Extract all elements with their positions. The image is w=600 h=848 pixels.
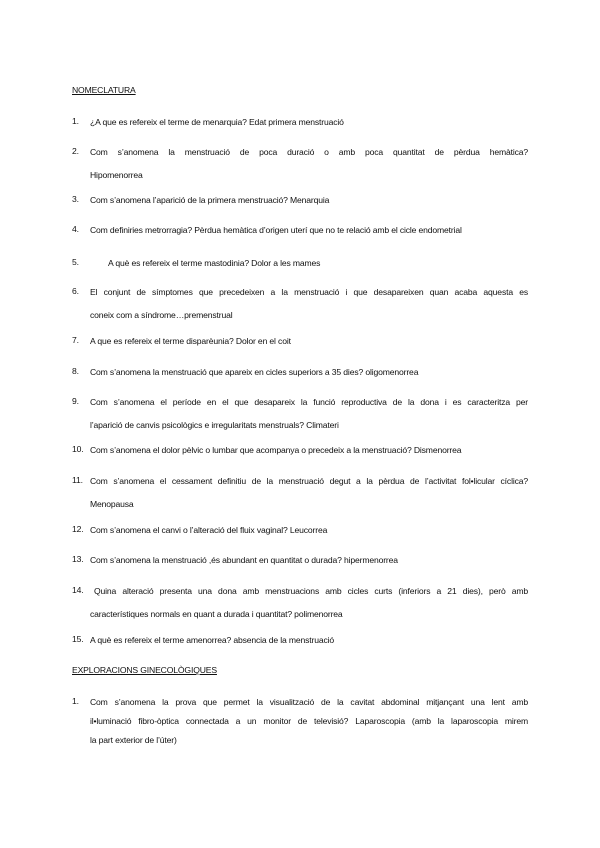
- item-text-line: ¿A que es refereix el terme de menarquia? Edat primera menstruació: [90, 117, 344, 127]
- item-text-line: Com s’anomena l’aparició de la primera menstruació? Menarquia: [90, 195, 330, 205]
- item-number: 15.: [72, 634, 84, 644]
- item-number: 3.: [72, 194, 79, 204]
- item-number: 6.: [72, 286, 79, 296]
- item-text-line: coneix com a síndrome…premenstrual: [90, 310, 233, 320]
- item-text-line: l’aparició de canvis psicològics e irregularitats menstruals? Climateri: [90, 420, 339, 430]
- item-text-line: Com s’anomena la menstruació de poca duració o amb poca quantitat de pèrdua hemàtica?: [90, 147, 528, 157]
- item-number: 7.: [72, 335, 79, 345]
- item-text-line: A què es refereix el terme mastodinia? Dolor a les mames: [108, 258, 321, 268]
- item-text-line: Com s’anomena el canvi o l’alteració del fluix vaginal? Leucorrea: [90, 525, 328, 535]
- section-heading-nomeclatura: NOMECLATURA: [72, 85, 136, 95]
- item-text-line: Menopausa: [90, 499, 134, 509]
- item-number: 2.: [72, 146, 79, 156]
- item-text-line: Com s’anomena el dolor pèlvic o lumbar que acompanya o precedeix a la menstruació? Dismenorrea: [90, 445, 462, 455]
- item-text-line: A què es refereix el terme amenorrea? absencia de la menstruació: [90, 635, 335, 645]
- item-text-line: la part exterior de l’úter): [90, 735, 177, 745]
- item-text-line: Com s’anomena la menstruació que apareix en cicles superiors a 35 dies? oligomenorrea: [90, 367, 419, 377]
- item-number: 10.: [72, 444, 84, 454]
- item-text-line: Com s’anomena el cessament definitiu de la menstruació degut a la pèrdua de l’activitat fol•licular cíclica?: [90, 476, 528, 486]
- item-number: 9.: [72, 396, 79, 406]
- item-text-line: Com definiries metrorragia? Pèrdua hemàtica d’origen uterí que no te relació amb el cicle endometrial: [90, 225, 462, 235]
- item-number: 11.: [72, 475, 83, 485]
- item-text-line: Com s’anomena la menstruació ,és abundant en quantitat o durada? hipermenorrea: [90, 555, 398, 565]
- item-number: 4.: [72, 224, 79, 234]
- item-number: 5.: [72, 257, 79, 267]
- item-text-line: il•luminació fibro-òptica connectada a un monitor de televisió? Laparoscopia (amb la laparoscopia mirem: [90, 716, 528, 726]
- item-number: 13.: [72, 554, 84, 564]
- item-text-line: Hipomenorrea: [90, 170, 143, 180]
- item-number: 8.: [72, 366, 79, 376]
- item-text-line: A que es refereix el terme disparèunia? Dolor en el coit: [90, 336, 291, 346]
- item-text-line: Com s’anomena la prova que permet la visualització de la cavitat abdominal mitjançant una lent amb: [90, 697, 528, 707]
- item-number: 14.: [72, 585, 84, 595]
- section-heading-exploracions: EXPLORACIONS GINECOLÒGIQUES: [72, 665, 217, 675]
- item-text-line: Quina alteració presenta una dona amb menstruacions amb cicles curts (inferiors a 21 dies), però amb: [94, 586, 528, 596]
- item-text-line: El conjunt de símptomes que precedeixen a la menstruació i que desapareixen quan acaba aquesta es: [90, 287, 528, 297]
- item-text-line: característiques normals en quant a durada i quantitat? polimenorrea: [90, 609, 343, 619]
- item-number: 1.: [72, 116, 79, 126]
- item-number: 1.: [72, 696, 79, 706]
- item-number: 12.: [72, 524, 84, 534]
- item-text-line: Com s’anomena el període en el que desapareix la funció reproductiva de la dona i es caracteritza per: [90, 397, 528, 407]
